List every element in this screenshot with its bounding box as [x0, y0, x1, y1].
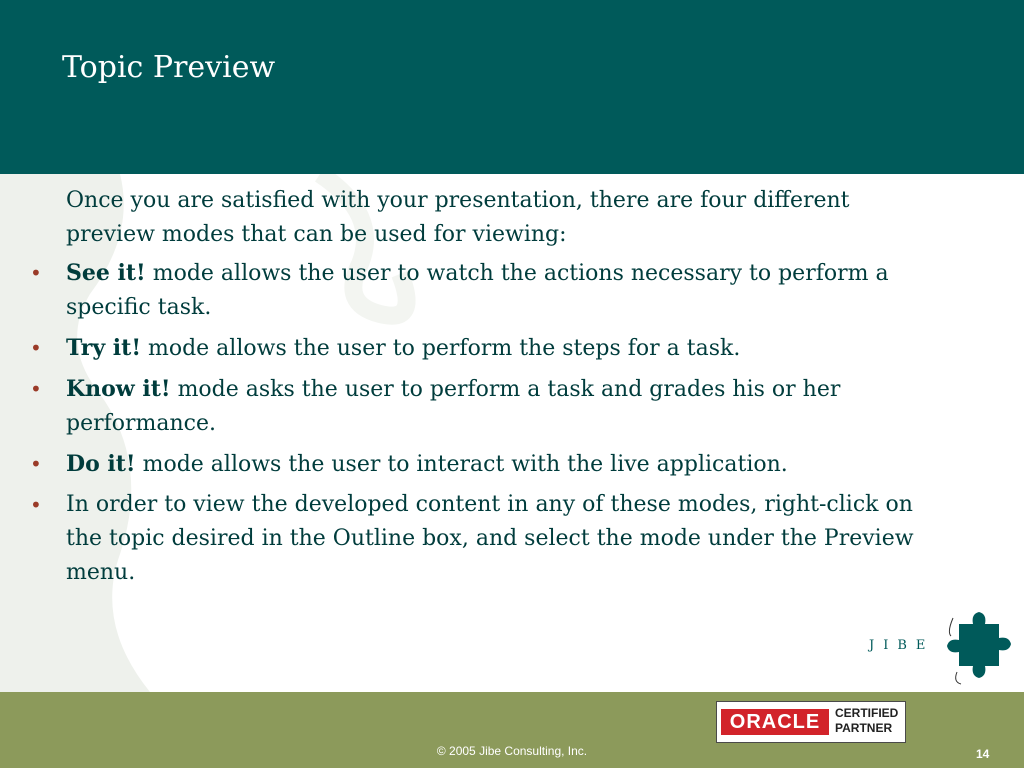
jibe-logo — [861, 600, 1016, 691]
page-number: 14 — [976, 747, 990, 761]
bullet-icon: • — [30, 452, 42, 476]
mode-keyword: Try it! — [66, 335, 141, 361]
bullet-text: mode allows the user to interact with the live application. — [135, 452, 788, 477]
footer-band — [0, 692, 1024, 768]
list-item — [30, 256, 930, 325]
puzzle-piece-icon — [945, 606, 1015, 686]
bullet-text: mode allows the user to watch the actions necessary to perform a specific task. — [66, 261, 889, 320]
oracle-certified-badge — [716, 701, 906, 743]
mode-keyword: See it! — [66, 260, 146, 286]
bullet-icon: • — [30, 493, 42, 517]
list-item — [30, 488, 930, 590]
slide-body — [30, 184, 930, 596]
list-item — [30, 331, 930, 366]
bullet-text: mode asks the user to perform a task and grades his or her performance. — [66, 377, 841, 436]
copyright-text: © 2005 Jibe Consulting, Inc. — [436, 744, 588, 758]
bullet-text: In order to view the developed content in any of these modes, right-click on the topic desired in the Outline box, and select the mode under the Preview menu. — [66, 492, 914, 585]
header-band — [0, 0, 1024, 174]
bullet-icon: • — [30, 377, 42, 401]
mode-keyword: Know it! — [66, 376, 171, 402]
partner-text: PARTNER — [835, 721, 893, 735]
jibe-logo-text: JIBE — [869, 638, 935, 653]
bullet-icon: • — [30, 336, 42, 360]
list-item — [30, 372, 930, 441]
oracle-logo: ORACLE — [721, 709, 829, 735]
certified-text: CERTIFIED — [835, 706, 899, 720]
slide-title: Topic Preview — [62, 50, 276, 85]
mode-keyword: Do it! — [66, 451, 136, 477]
bullet-text: mode allows the user to perform the steps for a task. — [140, 336, 741, 361]
bullet-list — [30, 256, 930, 590]
list-item — [30, 447, 930, 482]
intro-paragraph: Once you are satisfied with your presentation, there are four different preview modes that can be used for viewing: — [66, 188, 850, 247]
bullet-icon: • — [30, 261, 42, 285]
certified-partner-label — [835, 706, 898, 736]
